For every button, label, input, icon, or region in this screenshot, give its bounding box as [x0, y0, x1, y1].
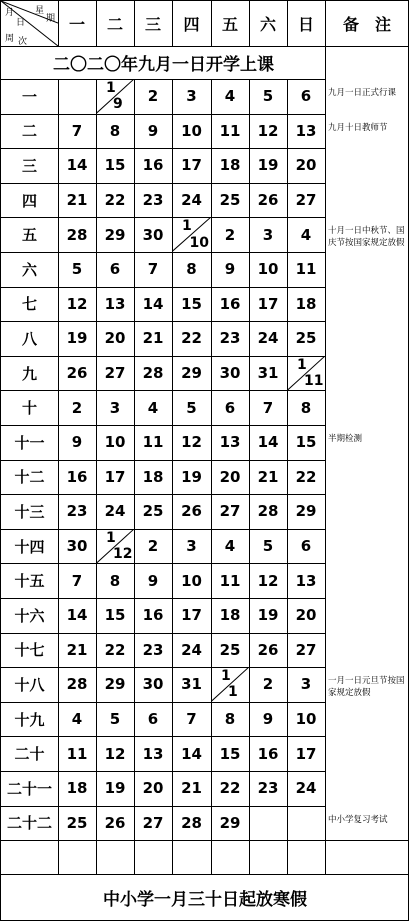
- day-cell: 30: [219, 364, 241, 383]
- day-cell: [58, 79, 96, 114]
- day-cell: 13: [295, 121, 317, 140]
- day-cell: 25: [219, 640, 241, 659]
- day-cell: 23: [66, 502, 88, 521]
- day-cell: 24: [181, 191, 202, 210]
- day-cell: 21: [66, 640, 88, 659]
- day-cell: 13: [104, 294, 126, 313]
- corner-ci-label: 次: [18, 37, 28, 47]
- day-cell: 8: [109, 571, 121, 590]
- day-cell: 7: [262, 398, 274, 417]
- day-cell: 31: [181, 675, 202, 694]
- day-cell: 17: [181, 606, 202, 625]
- day-cell: 12: [66, 294, 88, 313]
- week-label: 十七: [14, 641, 45, 660]
- day-cell: 24: [257, 329, 279, 348]
- week-label: 三: [21, 156, 37, 175]
- remark-note: 十月一日中秋节、国庆节按国家规定放假: [328, 226, 405, 249]
- week-label: 二十二: [6, 814, 52, 833]
- month-start-day-cell: [172, 217, 211, 252]
- day-cell: 19: [257, 156, 279, 175]
- day-cell: 7: [71, 121, 83, 140]
- day-cell: 2: [224, 225, 236, 244]
- week-label: 十四: [14, 537, 45, 556]
- day-cell: 7: [186, 710, 197, 729]
- day-cell: 16: [219, 294, 241, 313]
- day-cell: 21: [66, 191, 88, 210]
- day-cell: 5: [71, 260, 83, 279]
- day-cell: 28: [66, 675, 88, 694]
- new-month-number: 9: [113, 96, 123, 113]
- remark-note: 九月十日教师节: [328, 122, 388, 133]
- new-month-number: 11: [304, 373, 324, 390]
- day-cell: 2: [71, 398, 83, 417]
- day-cell: 11: [66, 744, 88, 763]
- day-cell: 15: [219, 744, 241, 763]
- week-label: 十六: [14, 606, 45, 625]
- week-label: 二十: [14, 745, 45, 764]
- day-cell: 3: [109, 398, 121, 417]
- day-cell: 5: [109, 710, 121, 729]
- day-cell: 20: [142, 779, 164, 798]
- week-label: 二: [21, 122, 37, 141]
- day-cell: 25: [66, 813, 88, 832]
- day-cell: 10: [104, 433, 126, 452]
- day-cell: 4: [71, 710, 83, 729]
- remark-note: 一月一日元旦节按国家规定放假: [328, 676, 405, 699]
- col-line-header: [287, 1, 288, 46]
- weekday-header-2: 二: [106, 15, 123, 34]
- col-line-header: [211, 1, 212, 46]
- day-cell: 26: [66, 364, 88, 383]
- day-cell: 3: [186, 537, 197, 556]
- day-cell: [249, 806, 287, 841]
- day-cell: 16: [257, 744, 279, 763]
- day-cell: 10: [257, 260, 279, 279]
- day-cell: 16: [142, 156, 164, 175]
- day-cell: 11: [219, 121, 241, 140]
- week-label: 六: [21, 260, 37, 279]
- day-cell: 5: [262, 87, 274, 106]
- remark-note: 九月一日正式行课: [328, 88, 397, 98]
- day-cell: 29: [219, 813, 241, 832]
- day-cell: 22: [104, 191, 126, 210]
- day-cell: 27: [219, 502, 241, 521]
- corner-period-label: 期: [46, 14, 56, 24]
- remark-note: 中小学复习考试: [328, 814, 388, 825]
- day-cell: 25: [295, 329, 317, 348]
- day-cell: 2: [147, 87, 159, 106]
- day-cell: 21: [257, 467, 279, 486]
- day-cell: 19: [257, 606, 279, 625]
- day-cell: 12: [104, 744, 126, 763]
- day-cell: 9: [147, 571, 159, 590]
- week-label: 一: [21, 87, 37, 106]
- week-label: 七: [21, 295, 37, 314]
- day-cell: 19: [181, 467, 202, 486]
- day-cell: 27: [104, 364, 126, 383]
- day-cell: 22: [295, 467, 317, 486]
- day-cell: 2: [147, 537, 159, 556]
- col-line-header: [96, 1, 97, 46]
- day-cell: 24: [295, 779, 317, 798]
- day-cell: 17: [104, 467, 126, 486]
- day-cell: 14: [66, 606, 88, 625]
- col-line-header: [134, 1, 135, 46]
- day-cell: 20: [295, 156, 317, 175]
- day-cell: 17: [257, 294, 279, 313]
- day-cell: 11: [219, 571, 241, 590]
- top-banner-start-date: 二〇二〇年九月一日开学上课: [53, 55, 274, 75]
- day-cell: 20: [295, 606, 317, 625]
- bottom-banner-winter-break: 中小学一月三十日起放寒假: [103, 889, 307, 910]
- day-cell: 14: [142, 294, 164, 313]
- day-cell: 12: [257, 571, 279, 590]
- day-cell: 8: [224, 710, 236, 729]
- day-cell: 18: [66, 779, 88, 798]
- day-cell: 10: [181, 121, 202, 140]
- day-cell: 31: [257, 364, 279, 383]
- day-cell: 18: [219, 606, 241, 625]
- corner-day-label: 日: [16, 18, 26, 28]
- week-label: 十八: [14, 675, 45, 694]
- day-number: 1: [297, 356, 307, 373]
- weekday-header-1: 一: [68, 15, 85, 34]
- day-cell: 8: [109, 121, 121, 140]
- remarks-header-line: [325, 46, 409, 47]
- day-cell: 7: [147, 260, 159, 279]
- col-line-header: [172, 1, 173, 46]
- day-cell: 25: [219, 191, 241, 210]
- day-cell: 15: [104, 606, 126, 625]
- day-cell: 29: [181, 364, 202, 383]
- day-cell: 3: [186, 87, 197, 106]
- day-cell: 5: [262, 537, 274, 556]
- day-cell: 27: [142, 813, 164, 832]
- weekday-header-6: 六: [259, 15, 276, 34]
- row-line: [1, 840, 325, 841]
- day-number: 1: [182, 218, 192, 235]
- day-cell: 20: [104, 329, 126, 348]
- week-label: 八: [21, 329, 37, 348]
- day-cell: 30: [142, 675, 164, 694]
- day-cell: 12: [181, 433, 202, 452]
- week-label: 九: [21, 364, 37, 383]
- remarks-header: 备 注: [342, 15, 391, 34]
- day-cell: 15: [295, 433, 317, 452]
- week-label: 五: [21, 226, 37, 245]
- day-cell: 17: [295, 744, 317, 763]
- day-cell: 9: [147, 121, 159, 140]
- day-cell: 8: [186, 260, 197, 279]
- day-cell: 18: [142, 467, 164, 486]
- day-cell: 16: [66, 467, 88, 486]
- day-number: 1: [221, 668, 231, 685]
- day-cell: 5: [186, 398, 197, 417]
- day-cell: 4: [147, 398, 159, 417]
- day-cell: 19: [104, 779, 126, 798]
- day-cell: 26: [181, 502, 202, 521]
- week-label: 十五: [14, 572, 45, 591]
- day-cell: 26: [104, 813, 126, 832]
- day-cell: 2: [262, 675, 274, 694]
- corner-month-label: 月: [5, 8, 15, 18]
- day-cell: 13: [219, 433, 241, 452]
- weekday-header-7: 日: [297, 15, 314, 34]
- day-cell: 23: [142, 191, 164, 210]
- day-cell: 9: [224, 260, 236, 279]
- day-cell: 14: [66, 156, 88, 175]
- day-cell: 19: [66, 329, 88, 348]
- week-label: 四: [21, 191, 37, 210]
- weekday-header-5: 五: [221, 15, 238, 34]
- week-label: 十九: [14, 710, 45, 729]
- day-cell: 11: [142, 433, 164, 452]
- day-cell: 6: [109, 260, 121, 279]
- remark-note: 半期检测: [328, 434, 363, 444]
- day-cell: 4: [224, 87, 236, 106]
- day-cell: [287, 806, 325, 841]
- week-label: 十: [21, 399, 37, 418]
- day-cell: 6: [300, 537, 312, 556]
- day-cell: 30: [66, 537, 88, 556]
- week-label: 十二: [14, 468, 45, 487]
- day-cell: 28: [142, 364, 164, 383]
- month-start-day-cell: [211, 667, 249, 702]
- day-number: 1: [106, 80, 116, 96]
- week-label: 十一: [14, 433, 45, 452]
- day-cell: 21: [181, 779, 202, 798]
- corner-week-label: 周: [5, 34, 15, 44]
- month-start-day-cell: [96, 79, 134, 114]
- day-cell: 24: [104, 502, 126, 521]
- day-cell: 10: [181, 571, 202, 590]
- day-cell: 25: [142, 502, 164, 521]
- week-label: 十三: [14, 502, 45, 521]
- day-cell: 9: [71, 433, 83, 452]
- col-line-header: [58, 1, 59, 46]
- day-cell: 17: [181, 156, 202, 175]
- week-label: 二十一: [6, 779, 52, 798]
- day-cell: 18: [219, 156, 241, 175]
- new-month-number: 10: [189, 234, 209, 251]
- remarks-bottom-line: [325, 840, 409, 841]
- day-cell: 13: [142, 744, 164, 763]
- day-cell: 21: [142, 329, 164, 348]
- day-cell: 13: [295, 571, 317, 590]
- day-cell: 28: [257, 502, 279, 521]
- day-cell: 6: [147, 710, 159, 729]
- day-cell: 15: [181, 294, 202, 313]
- day-cell: 16: [142, 606, 164, 625]
- day-cell: 27: [295, 191, 317, 210]
- day-cell: 4: [300, 225, 312, 244]
- day-cell: 22: [104, 640, 126, 659]
- header-bottom-line: [1, 46, 325, 47]
- day-cell: 10: [295, 710, 317, 729]
- day-cell: 4: [224, 537, 236, 556]
- day-cell: 15: [104, 156, 126, 175]
- day-cell: 26: [257, 191, 279, 210]
- day-cell: 14: [257, 433, 279, 452]
- weekday-header-4: 四: [183, 15, 200, 34]
- day-cell: 24: [181, 640, 202, 659]
- month-start-day-cell: [96, 529, 134, 564]
- new-month-number: 12: [113, 546, 133, 563]
- day-cell: 7: [71, 571, 83, 590]
- day-cell: 12: [257, 121, 279, 140]
- day-cell: 8: [300, 398, 312, 417]
- day-cell: 9: [262, 710, 274, 729]
- weekday-header-3: 三: [144, 15, 161, 34]
- day-cell: 28: [66, 225, 88, 244]
- day-cell: 6: [300, 87, 312, 106]
- day-cell: 3: [300, 675, 312, 694]
- remarks-col-line: [325, 1, 326, 874]
- day-cell: 22: [219, 779, 241, 798]
- day-number: 1: [106, 529, 116, 546]
- day-cell: 22: [181, 329, 202, 348]
- day-cell: 29: [104, 675, 126, 694]
- day-cell: 23: [142, 640, 164, 659]
- day-cell: 18: [295, 294, 317, 313]
- day-cell: 29: [104, 225, 126, 244]
- day-cell: 29: [295, 502, 317, 521]
- day-cell: 28: [181, 813, 202, 832]
- day-cell: 14: [181, 744, 202, 763]
- day-cell: 26: [257, 640, 279, 659]
- header-corner-cell: [1, 1, 58, 46]
- day-cell: 3: [262, 225, 274, 244]
- corner-star-label: 星: [35, 6, 45, 16]
- day-cell: 6: [224, 398, 236, 417]
- day-cell: 23: [219, 329, 241, 348]
- day-cell: 30: [142, 225, 164, 244]
- col-line-header: [249, 1, 250, 46]
- month-start-day-cell: [287, 356, 325, 391]
- new-month-number: 1: [228, 684, 238, 701]
- day-cell: 11: [295, 260, 317, 279]
- day-cell: 20: [219, 467, 241, 486]
- day-cell: 23: [257, 779, 279, 798]
- day-cell: 27: [295, 640, 317, 659]
